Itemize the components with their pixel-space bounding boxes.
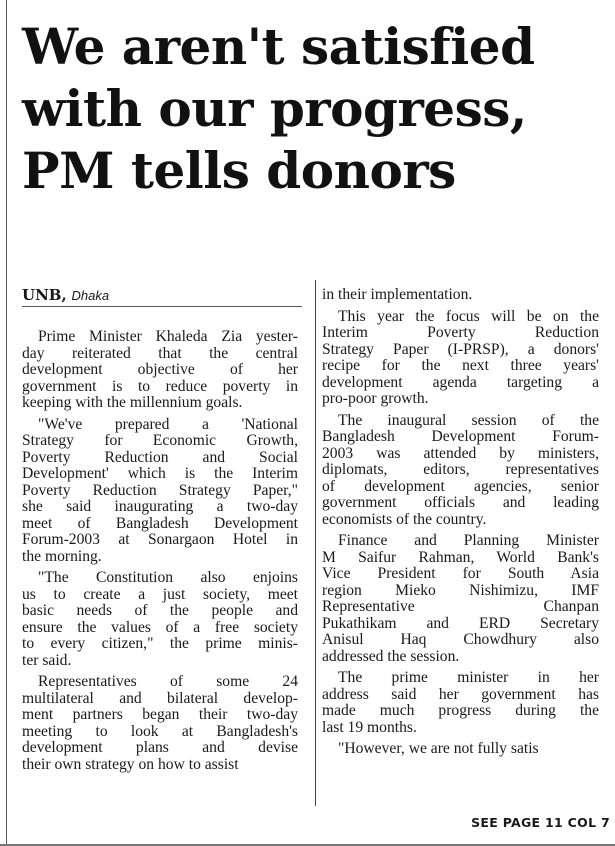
text-line: region Mieko Nishimizu, IMF [322, 581, 599, 599]
text-line: ensure the values of a free society [22, 618, 298, 636]
text-line: their own strategy on how to assist [22, 755, 239, 773]
jump-line: SEE PAGE 11 COL 7 [471, 815, 610, 830]
text-line: Bangladesh Development Forum- [322, 428, 599, 445]
text-line: "However, we are not fully satis [338, 740, 539, 757]
text-line: in their implementation. [322, 286, 473, 303]
text-line: Interim Poverty Reduction [322, 324, 599, 341]
text-line: Development' which is the Interim [22, 465, 298, 482]
headline [22, 16, 612, 202]
text-line: "We've prepared a 'National [38, 415, 298, 433]
text-line: to every citizen," the prime minis- [22, 635, 298, 652]
text-line: made much progress during the [322, 702, 599, 719]
article-paragraph [322, 665, 599, 736]
byline-rule [22, 306, 302, 307]
text-line: Strategy for Economic Growth, [22, 432, 298, 449]
text-line: diplomats, editors, representatives [322, 461, 599, 478]
text-line: development agenda targeting a [322, 373, 599, 391]
column-divider [315, 280, 316, 806]
article-paragraph [322, 408, 599, 529]
text-line: Vice President for South Asia [322, 565, 599, 582]
text-line: Strategy Paper (I-PRSP), a donors' [322, 340, 599, 358]
article-paragraph [322, 736, 599, 758]
byline-agency: UNB, [22, 286, 67, 304]
byline-place: Dhaka [71, 288, 110, 303]
text-line: of development agencies, senior [322, 477, 599, 495]
text-line: ter said. [22, 651, 72, 669]
text-line: meeting to look at Bangladesh's [22, 722, 298, 740]
left-border-rule [6, 0, 7, 846]
text-line: development plans and devise [22, 739, 298, 756]
article-paragraph [22, 329, 298, 412]
headline-line: with our progress, [22, 79, 527, 138]
text-line: Representative Chanpan [322, 598, 599, 615]
text-line: government officials and leading [322, 494, 599, 511]
text-line: Poverty Reduction Strategy Paper," [22, 481, 298, 499]
text-line: ment partners began their two-day [22, 706, 298, 723]
text-line: This year the focus will be on the [338, 307, 599, 325]
byline [22, 285, 302, 306]
text-line: Poverty Reduction and Social [22, 448, 298, 466]
article-paragraph [322, 304, 599, 408]
text-line: "The Constitution also enjoins [38, 569, 298, 586]
article-column-2 [322, 287, 599, 758]
text-line: addressed the session. [322, 647, 460, 665]
text-line: government is to reduce poverty in [22, 377, 298, 395]
text-line: economists of the country. [322, 510, 487, 528]
text-line: day reiterated that the central [22, 344, 298, 362]
text-line: basic needs of the people and [22, 602, 298, 619]
article-column-1 [22, 329, 298, 773]
text-line: she said inaugurating a two-day [22, 498, 298, 515]
text-line: Finance and Planning Minister [338, 532, 599, 549]
headline-line: PM tells donors [22, 141, 456, 200]
text-line: development objective of her [22, 361, 298, 378]
text-line: M Saifur Rahman, World Bank's [322, 548, 599, 566]
headline-line: We aren't satisfied [22, 17, 535, 76]
text-line: pro-poor growth. [322, 390, 429, 407]
article-paragraph [22, 412, 298, 566]
text-line: keeping with the millennium goals. [22, 394, 243, 411]
article-paragraph [322, 287, 599, 304]
article-paragraph [322, 528, 599, 665]
text-line: Anisul Haq Chowdhury also [322, 631, 599, 648]
article-paragraph [22, 669, 298, 773]
text-line: meet of Bangladesh Development [22, 514, 298, 532]
text-line: recipe for the next three years' [322, 357, 599, 374]
article-paragraph [22, 565, 298, 669]
text-line: the morning. [22, 547, 102, 565]
text-line: Representatives of some 24 [38, 673, 298, 690]
text-line: Prime Minister Khaleda Zia yester- [38, 328, 298, 345]
text-line: The inaugural session of the [338, 411, 599, 429]
text-line: multilateral and bilateral develop- [22, 689, 298, 707]
text-line: Pukathikam and ERD Secretary [322, 614, 599, 632]
text-line: 2003 was attended by ministers, [322, 444, 599, 462]
text-line: address said her government has [322, 685, 599, 703]
text-line: us to create a just society, meet [22, 585, 298, 603]
text-line: The prime minister in her [338, 669, 599, 686]
text-line: Forum-2003 at Sonargaon Hotel in [22, 531, 298, 548]
text-line: last 19 months. [322, 718, 417, 736]
